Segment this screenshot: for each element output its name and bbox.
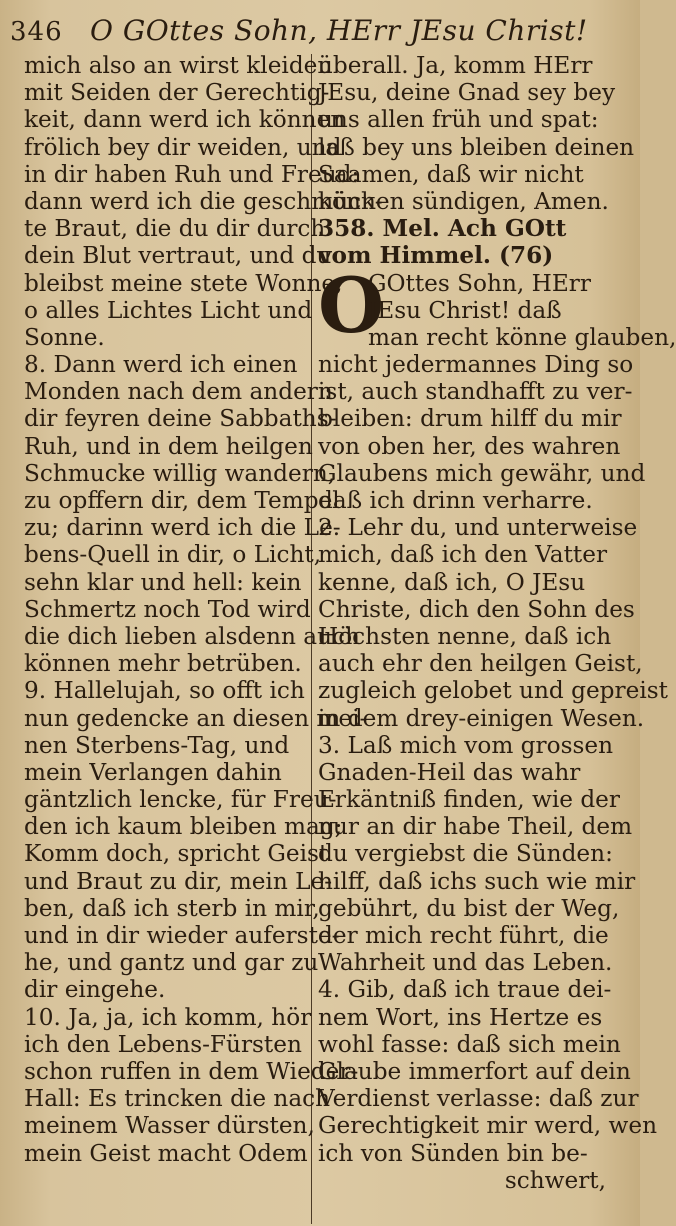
text-line: mein Geist macht Odem	[24, 1139, 308, 1167]
text-line: laß bey uns bleiben deinen	[318, 133, 635, 161]
text-line: nen Sterbens-Tag, und	[24, 731, 290, 759]
text-line: 9. Hallelujah, so offt ich	[24, 677, 305, 705]
text-line: ich den Lebens-Fürsten	[24, 1030, 302, 1058]
text-line: ist, auch standhafft zu ver-	[318, 378, 633, 406]
text-line: kenne, daß ich, O JEsu	[318, 568, 586, 596]
text-line: Wahrheit und das Leben.	[318, 949, 613, 977]
text-line: schon ruffen in dem Wieder-	[24, 1057, 359, 1085]
hymn-heading-line: 358. Mel. Ach GOtt	[318, 215, 567, 243]
text-line: mit Seiden der Gerechtig-	[24, 79, 330, 107]
text-line: können mehr betrüben.	[24, 650, 302, 678]
text-line: Schmucke willig wandern,	[24, 459, 336, 487]
text-line: die dich lieben alsdenn auch	[24, 622, 360, 650]
text-line: auch ehr den heilgen Geist,	[318, 650, 643, 678]
text-line: mich also an wirst kleiden	[24, 52, 333, 79]
text-line: dein Blut vertraut, und du	[24, 242, 332, 270]
text-line: ben, daß ich sterb in mir,	[24, 894, 320, 922]
text-line: in dir haben Ruh und Freud:	[24, 160, 360, 188]
text-line: Gnaden-Heil das wahr	[318, 758, 581, 786]
text-line: dir feyren deine Sabbaths-	[24, 405, 337, 433]
drop-cap-block	[318, 260, 676, 352]
text-line: 10. Ja, ja, ich komm, hör	[24, 1003, 312, 1031]
text-line: Glaube immerfort auf dein	[318, 1057, 631, 1085]
page-header	[10, 14, 620, 50]
text-line: gäntzlich lencke, für Freu-	[24, 786, 337, 814]
text-line: Schmertz noch Tod wird	[24, 595, 311, 623]
text-line: überall. Ja, komm HErr	[318, 52, 593, 79]
text-line: JEsu, deine Gnad sey bey	[318, 79, 616, 107]
text-line: dann werd ich die geschmück-	[24, 187, 383, 215]
text-line: du vergiebst die Sünden:	[318, 840, 613, 868]
text-line: JEsu Christ! daß	[368, 296, 562, 324]
catchword: schwert,	[504, 1166, 606, 1194]
text-line: Saamen, daß wir nicht	[318, 160, 584, 188]
text-line: meinem Wasser dürsten,	[24, 1112, 315, 1140]
drop-cap-lines	[368, 269, 676, 352]
text-line: der mich recht führt, die	[318, 922, 609, 950]
right-column-top	[318, 52, 635, 215]
text-line: den ich kaum bleiben mag;	[24, 813, 343, 841]
right-column	[318, 52, 676, 1194]
text-line: bleibst meine stete Wonne,	[24, 269, 343, 297]
text-line: Hall: Es trincken die nach	[24, 1085, 331, 1113]
text-line: nun gedencke an diesen mei-	[24, 704, 368, 732]
text-line: Glaubens mich gewähr, und	[318, 459, 646, 487]
text-line: und in dir wieder auferste-	[24, 922, 340, 949]
text-line: gebührt, du bist der Weg,	[318, 894, 620, 922]
text-line: Erkäntniß finden, wie der	[318, 786, 620, 814]
text-line: hilff, daß ichs such wie mir	[318, 867, 636, 895]
text-line: können sündigen, Amen.	[318, 187, 609, 215]
left-column	[24, 52, 383, 1167]
text-line: man recht könne glauben,	[368, 323, 676, 351]
text-line: zugleich gelobet und gepreist	[318, 677, 668, 705]
text-line: mich, daß ich den Vatter	[318, 541, 608, 569]
text-line: uns allen früh und spat:	[318, 106, 599, 134]
text-line: 4. Gib, daß ich traue dei-	[318, 976, 612, 1004]
text-line: von oben her, des wahren	[318, 432, 621, 460]
text-line: o alles Lichtes Licht und	[24, 296, 313, 324]
text-line: te Braut, die du dir durch	[24, 215, 326, 243]
text-line: nicht jedermannes Ding so	[318, 351, 634, 379]
text-line: mein Verlangen dahin	[24, 758, 282, 786]
text-line: frölich bey dir weiden, und	[24, 133, 342, 161]
text-line: nur an dir habe Theil, dem	[318, 813, 633, 841]
page-number: 346	[10, 17, 63, 47]
text-line: bleiben: drum hilff du mir	[318, 405, 622, 433]
text-line: dir eingehe.	[24, 976, 166, 1004]
hymn-heading-line: vom Himmel. (76)	[318, 242, 554, 270]
text-line: ich von Sünden bin be-	[318, 1139, 588, 1167]
running-title: O GOttes Sohn, HErr JEsu Christ!	[90, 14, 588, 47]
text-line: he, und gantz und gar zu	[24, 949, 319, 977]
right-column-rest	[318, 351, 668, 1167]
text-line: daß ich drinn verharre.	[318, 487, 593, 515]
text-line: 3. Laß mich vom grossen	[318, 731, 614, 759]
text-line: nem Wort, ins Hertze es	[318, 1003, 603, 1031]
text-line: zu opffern dir, dem Tempel	[24, 487, 340, 514]
text-line: bens-Quell in dir, o Licht,	[24, 541, 322, 569]
drop-cap: O	[318, 260, 385, 350]
text-line: keit, dann werd ich können	[24, 106, 346, 134]
text-line: und Braut zu dir, mein Le-	[24, 867, 333, 895]
text-line: Christe, dich den Sohn des	[318, 595, 635, 623]
text-line: GOttes Sohn, HErr	[368, 269, 591, 297]
text-line: Ruh, und in dem heilgen	[24, 432, 313, 460]
text-line: in dem drey-einigen Wesen.	[318, 704, 645, 732]
text-line: 8. Dann werd ich einen	[24, 351, 298, 379]
text-line: 2. Lehr du, und unterweise	[318, 514, 638, 542]
text-line: Höchsten nenne, daß ich	[318, 622, 612, 650]
text-line: zu; darinn werd ich die Le-	[24, 514, 341, 542]
text-line: Monden nach dem andern	[24, 378, 333, 406]
text-line: wohl fasse: daß sich mein	[318, 1030, 621, 1058]
text-line: Gerechtigkeit mir werd, wen	[318, 1112, 658, 1140]
text-line: sehn klar und hell: kein	[24, 568, 302, 596]
text-line: Verdienst verlasse: daß zur	[318, 1085, 639, 1113]
text-line: Sonne.	[24, 323, 105, 351]
text-line: Komm doch, spricht Geist	[24, 840, 329, 868]
